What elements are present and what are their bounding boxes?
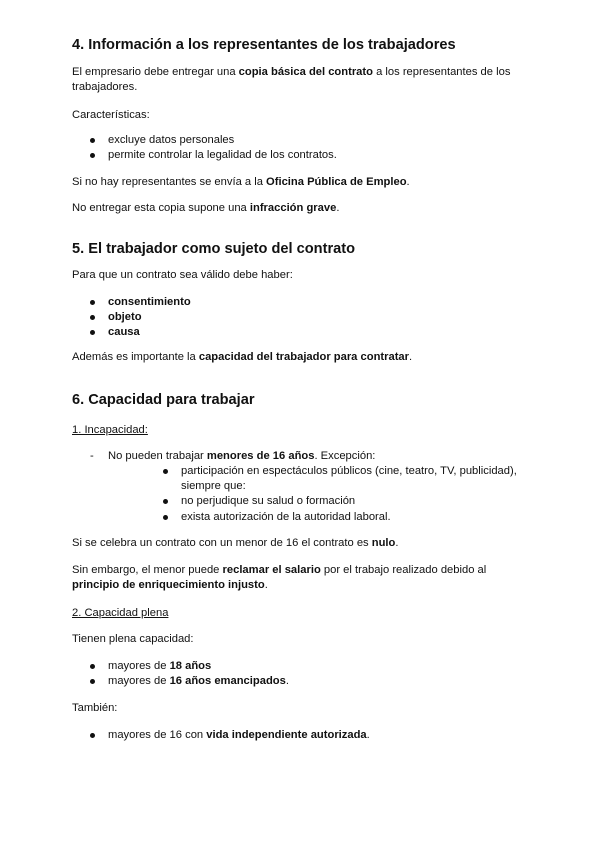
dash-item: No pueden trabajar menores de 16 años. Excepción: (108, 450, 376, 462)
nulo-paragraph: Si se celebra un contrato con un menor de 16 el contrato es nulo. (72, 537, 399, 549)
bullet-icon (163, 469, 168, 474)
list-item: excluye datos personales (108, 134, 235, 146)
plena-capacidad-intro: Tienen plena capacidad: (72, 633, 194, 645)
dash-bullet: - (90, 450, 94, 462)
list-item: causa (108, 326, 140, 338)
bullet-icon (90, 300, 95, 305)
list-item: mayores de 18 años (108, 660, 212, 672)
sublist-item-continuation: siempre que: (181, 480, 246, 492)
caracteristicas-label: Características: (72, 109, 150, 121)
section-6-heading: 6. Capacidad para trabajar (72, 392, 255, 408)
bullet-icon (90, 315, 95, 320)
incapacidad-subheading: 1. Incapacidad: (72, 424, 148, 436)
bullet-icon (90, 153, 95, 158)
enriquecimiento-paragraph: Sin embargo, el menor puede reclamar el salario por el trabajo realizado debido al principio de enriquecimiento injusto. (72, 564, 487, 591)
list-item: mayores de 16 con vida independiente autorizada. (108, 729, 370, 741)
bullet-icon (90, 664, 95, 669)
section-4-paragraph-infraccion: No entregar esta copia supone una infracción grave. (72, 202, 340, 214)
section-4-heading: 4. Información a los representantes de los trabajadores (72, 37, 456, 53)
sublist-item: exista autorización de la autoridad laboral. (181, 511, 391, 523)
list-item: consentimiento (108, 296, 191, 308)
bullet-icon (163, 515, 168, 520)
sublist-item: no perjudique su salud o formación (181, 495, 356, 507)
capacidad-plena-subheading: 2. Capacidad plena (72, 607, 169, 619)
section-5-intro: Para que un contrato sea válido debe haber: (72, 269, 293, 281)
tambien-label: También: (72, 702, 118, 714)
section-5-paragraph: Además es importante la capacidad del trabajador para contratar. (72, 351, 413, 363)
bullet-icon (90, 138, 95, 143)
bullet-icon (163, 499, 168, 504)
bullet-icon (90, 679, 95, 684)
sublist-item: participación en espectáculos públicos (cine, teatro, TV, publicidad), (181, 465, 517, 477)
bullet-icon (90, 330, 95, 335)
section-4-paragraph: El empresario debe entregar una copia básica del contrato a los representantes de los trabajadores. (72, 66, 511, 93)
list-item: permite controlar la legalidad de los contratos. (108, 149, 337, 161)
bullet-icon (90, 733, 95, 738)
section-4-paragraph-oficina: Si no hay representantes se envía a la Oficina Pública de Empleo. (72, 176, 410, 188)
section-5-heading: 5. El trabajador como sujeto del contrato (72, 241, 356, 257)
list-item: mayores de 16 años emancipados. (108, 675, 289, 687)
list-item: objeto (108, 311, 142, 323)
